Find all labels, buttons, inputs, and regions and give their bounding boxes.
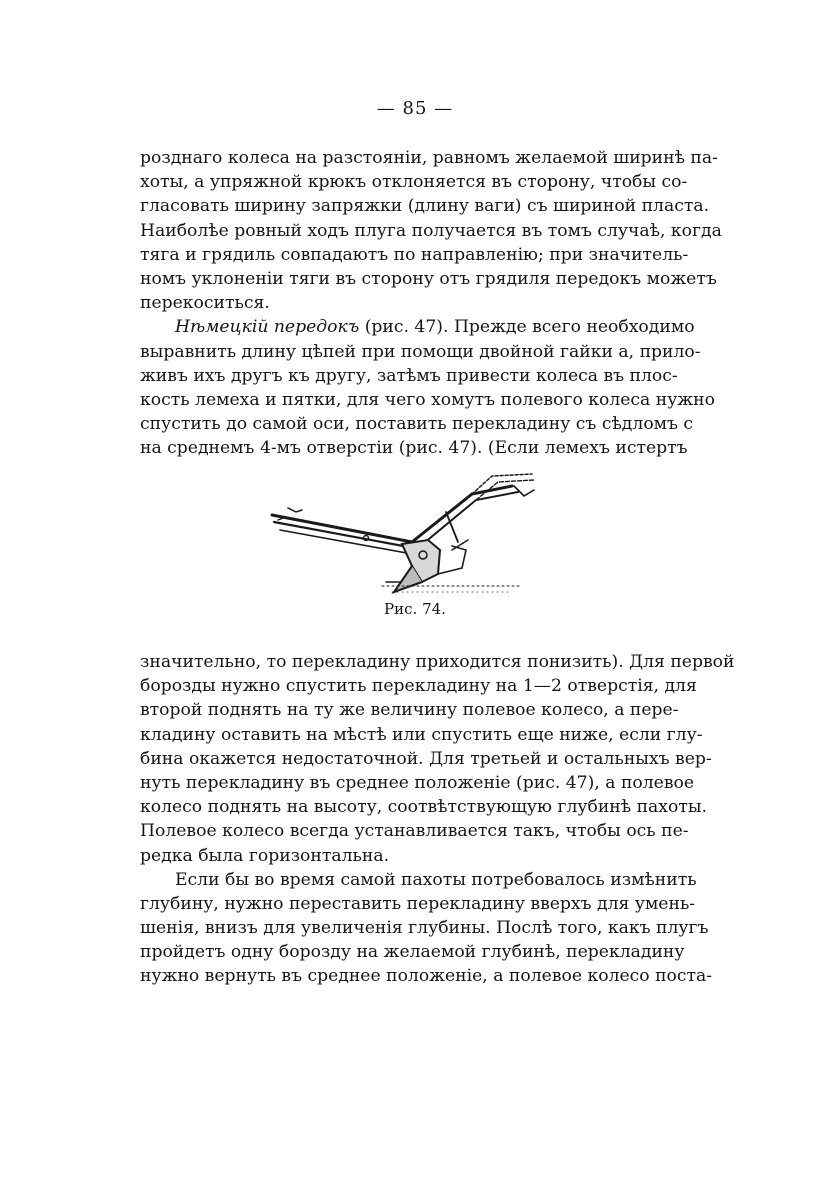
text-line: выравнить длину цѣпей при помощи двойной гайки a, прило- [140,341,701,362]
text-line: шенія, внизъ для увеличенія глубины. Послѣ того, какъ плугъ [140,918,709,939]
text-line: кость лемеха и пятки, для чего хомутъ полевого колеса нужно [140,389,715,410]
text-line: Полевое колесо всегда устанавливается такъ, чтобы ось пе- [140,821,689,842]
text-line: второй поднять на ту же величину полевое колесо, а пере- [140,700,679,721]
section-first-line [140,315,695,339]
text-block-bottom [140,650,735,989]
text-line: кладину оставить на мѣстѣ или спустить еще ниже, если глу- [140,724,703,745]
text-line: гласовать ширину запряжки (длину ваги) съ шириной пласта. [140,196,710,217]
text-line: редка была горизонтальна. [140,845,390,866]
text-line: нуть перекладину въ среднее положеніе (рис. 47), а полевое [140,772,695,793]
text-line: спустить до самой оси, поставить перекладину съ сѣдломъ c [140,414,694,435]
text-line: тяга и грядиль совпадаютъ по направленію; при значитель- [140,244,689,265]
text-line: перекоситься. [140,293,270,314]
text-line: значительно, то перекладину приходится понизить). Для первой [140,652,735,672]
text-line: колесо поднять на высоту, соотвѣтствующую глубинѣ пахоты. [140,797,707,818]
plough-illustration [262,470,552,600]
plough-figure [262,470,552,600]
text-line: глубину, нужно переставить перекладину вверхъ для умень- [140,893,696,914]
figure-caption: Рис. 74. [384,600,446,618]
text-line: хоты, а упряжной крюкъ отклоняется въ сторону, чтобы со- [140,172,688,193]
text-line: номъ уклоненіи тяги въ сторону отъ грядиля передокъ можетъ [140,268,717,289]
text-line: розднаго колеса на разстояніи, равномъ желаемой ширинѣ па- [140,148,718,168]
text-block-top [140,146,722,460]
section-heading: Нѣмецкій передокъ [175,317,360,338]
text-line: бина окажется недостаточной. Для третьей и остальныхъ вер- [140,748,712,769]
text-line: Наиболѣе ровный ходъ плуга получается въ томъ случаѣ, когда [140,220,722,241]
page-number: — 85 — [376,98,454,119]
text-line: пройдетъ одну борозду на желаемой глубинѣ, перекладину [140,942,685,963]
text-line: Если бы во время самой пахоты потребовалось измѣнить [175,869,697,890]
text-line: борозды нужно спустить перекладину на 1—2 отверстія, для [140,676,697,697]
text-line: живъ ихъ другъ къ другу, затѣмъ привести колеса въ плос- [140,365,678,386]
text-line: на среднемъ 4-мъ отверстіи (рис. 47). (Если лемехъ истертъ [140,438,688,459]
section-first-line-rest: (рис. 47). Прежде всего необходимо [364,317,695,338]
text-line: нужно вернуть въ среднее положеніе, а полевое колесо поста- [140,966,713,987]
